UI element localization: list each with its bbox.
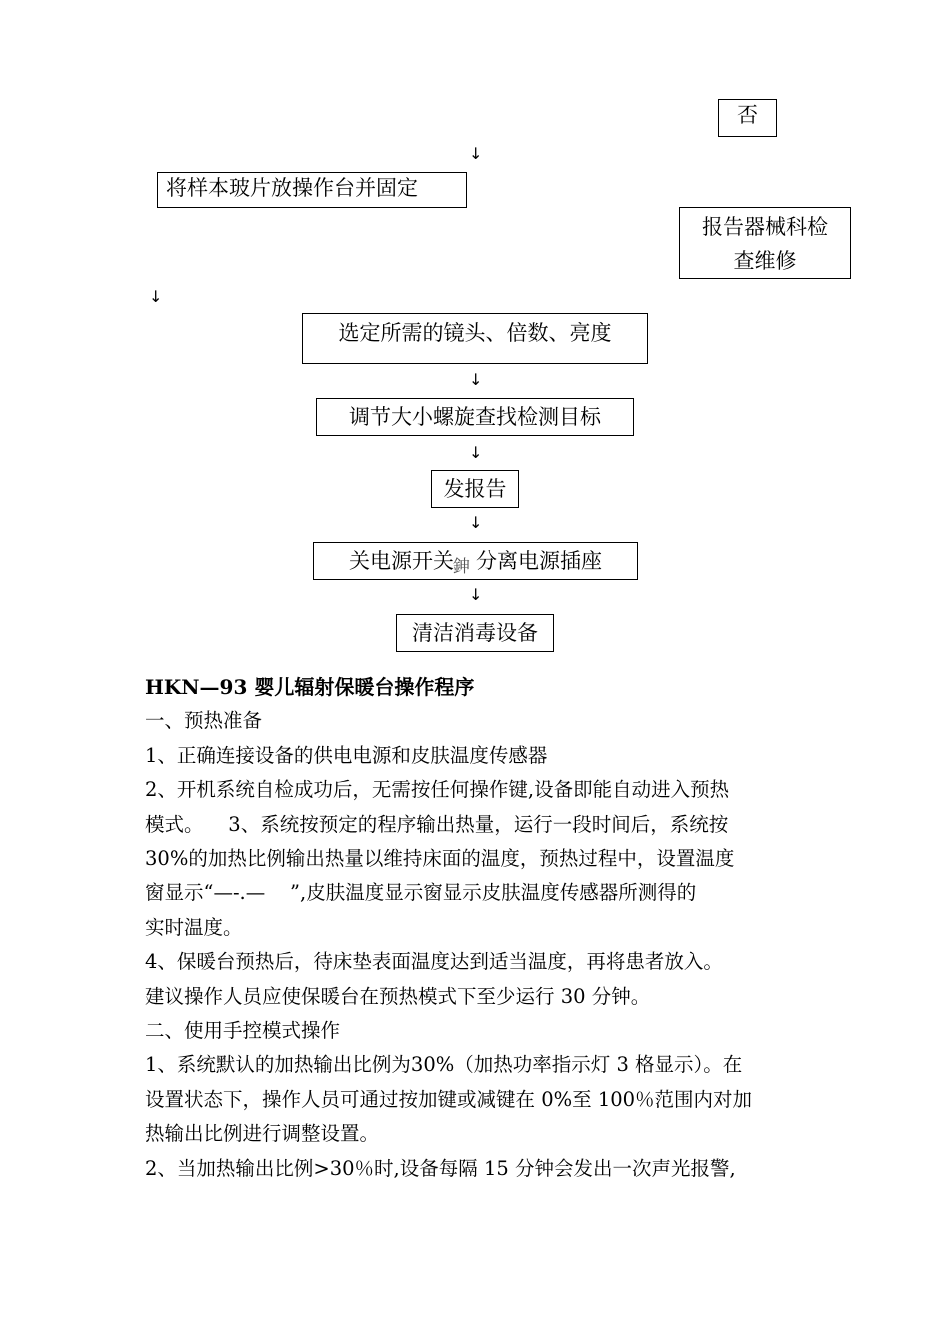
report-repair-box	[679, 207, 851, 279]
step-power-box	[313, 542, 638, 580]
doc-line: 一、预热准备	[145, 709, 263, 733]
doc-line: 2、开机系统自检成功后，无需按任何操作键,设备即能自动进入预热	[145, 778, 730, 802]
step-power-label-a: 关电源开关	[349, 549, 454, 573]
step-fix-slide-label: 将样本玻片放操作台并固定	[166, 176, 418, 200]
doc-line: 2、当加热输出比例>30％时,设备每隔 15 分钟会发出一次声光报警,	[145, 1156, 736, 1180]
doc-line: 设置状态下，操作人员可通过按加键或减键在 0%至 100％范围内对加	[145, 1087, 753, 1111]
doc-body	[145, 670, 815, 1186]
no-box	[718, 99, 777, 137]
doc-line: 窗显示“—-.— ”,皮肤温度显示窗显示皮肤温度传感器所测得的	[145, 881, 697, 905]
no-label: 否	[737, 103, 758, 127]
arrow-down-5: ↓	[469, 585, 483, 604]
doc-line: 模式。 3、系统按预定的程序输出热量，运行一段时间后，系统按	[145, 812, 729, 836]
doc-line: 1、正确连接设备的供电电源和皮肤温度传感器	[145, 743, 548, 767]
doc-line: 建议操作人员应使保暖台在预热模式下至少运行 30 分钟。	[145, 984, 651, 1008]
step-select-box	[302, 313, 648, 364]
step-power-label-b: 分离电源插座	[476, 549, 602, 573]
step-adjust-box	[316, 398, 634, 436]
step-report-label: 发报告	[443, 477, 507, 501]
arrow-down-3: ↓	[469, 443, 483, 462]
step-clean-box	[396, 614, 554, 652]
step-adjust-label: 调节大小螺旋查找检测目标	[349, 405, 601, 429]
doc-line: 热输出比例进行调整设置。	[145, 1122, 380, 1146]
step-fix-slide-box	[157, 172, 467, 208]
arrow-down-2: ↓	[469, 370, 483, 389]
report-repair-line-2: 查维修	[733, 249, 797, 273]
step-report-box	[431, 470, 519, 508]
doc-line: 实时温度。	[145, 915, 243, 939]
step-clean-label: 清洁消毒设备	[412, 621, 538, 645]
report-repair-line-1: 报告器械科检	[702, 215, 828, 239]
doc-line: 30%的加热比例输出热量以维持床面的温度，预热过程中，设置温度	[145, 847, 735, 871]
doc-line: 1、系统默认的加热输出比例为30%（加热功率指示灯 3 格显示）。在	[145, 1053, 743, 1077]
doc-title: HKN—93 婴儿辐射保暖台操作程序	[145, 675, 475, 699]
doc-line: 4、保暖台预热后，待床垫表面温度达到适当温度，再将患者放入。	[145, 950, 723, 974]
arrow-down-1: ↓	[469, 144, 483, 163]
arrow-down-4: ↓	[469, 513, 483, 532]
arrow-down-left: ↓	[149, 287, 163, 306]
stamp-char: 鉮	[453, 557, 470, 577]
doc-line: 二、使用手控模式操作	[145, 1019, 341, 1043]
step-select-label: 选定所需的镜头、倍数、亮度	[338, 321, 612, 345]
